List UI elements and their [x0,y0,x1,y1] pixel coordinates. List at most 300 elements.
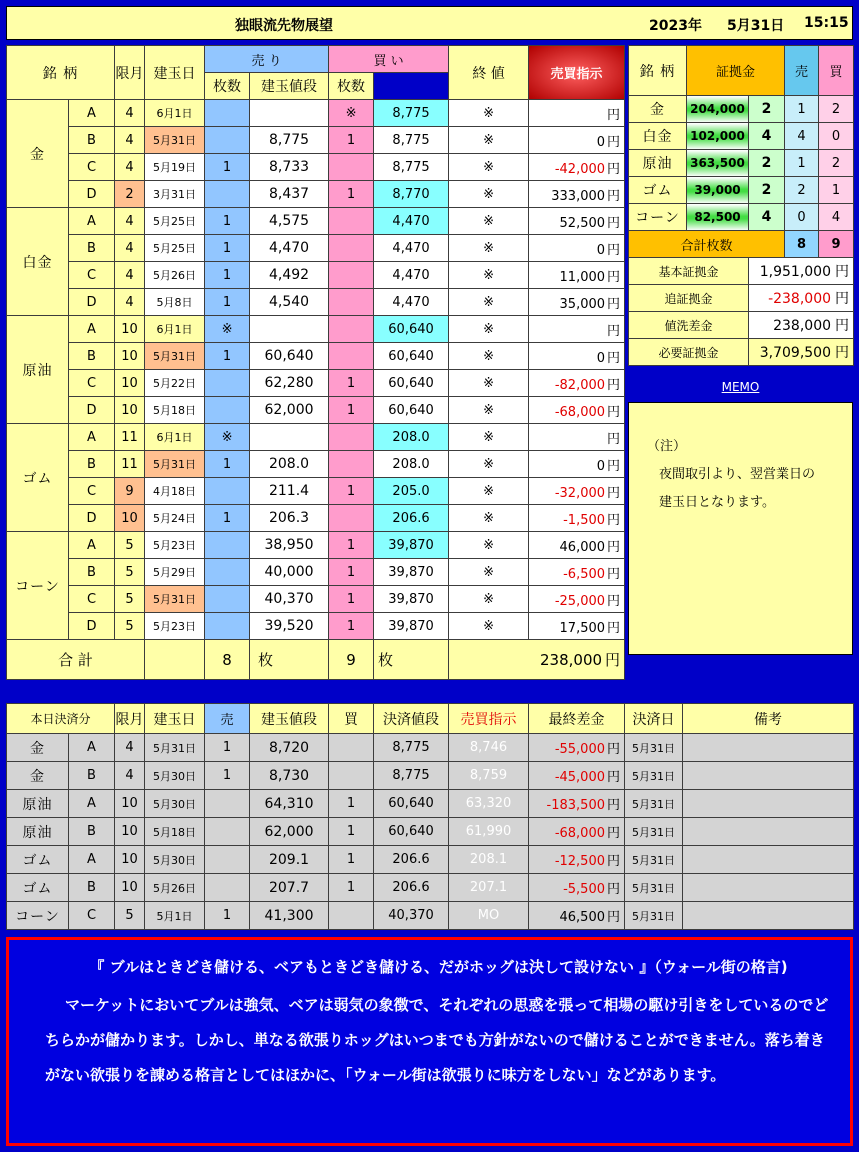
row-sell-qty: 1 [205,289,250,316]
settled-sell [205,818,250,846]
settled-header-month: 限月 [115,704,145,734]
settled-buy [329,762,374,790]
yen-unit: 円 [607,323,621,339]
settled-buy [329,734,374,762]
row-month: 5 [115,532,145,559]
margin-multiplier: 4 [749,123,785,150]
row-signal: ※ [449,154,529,181]
row-diff [529,262,625,289]
row-price: 38,950 [250,532,329,559]
yen-unit: 円 [835,264,850,280]
settled-date: 5月31日 [145,734,205,762]
row-sell-qty [205,559,250,586]
row-signal: ※ [449,343,529,370]
table-row [629,96,854,123]
diff-value: -32,000 [554,485,606,501]
total-diff [449,640,625,680]
row-close: 39,870 [374,586,449,613]
row-id: D [69,613,115,640]
settled-price: 8,730 [250,762,329,790]
settled-note [683,762,854,790]
commodity-name: コーン [7,532,69,640]
row-buy-qty [329,262,374,289]
settled-id: A [69,846,115,874]
row-id: A [69,316,115,343]
settled-header-note: 備考 [683,704,854,734]
row-buy-qty: 1 [329,586,374,613]
settled-table [6,703,854,930]
settled-price: 62,000 [250,818,329,846]
row-close: 205.0 [374,478,449,505]
margin-buy: 2 [819,150,854,177]
page-title: 独眼流先物展望 [235,18,333,34]
row-sell-qty [205,397,250,424]
table-row [7,586,625,613]
row-buy-qty: 1 [329,397,374,424]
row-close: 8,775 [374,154,449,181]
diff-value: -82,000 [554,377,606,393]
row-close: 60,640 [374,316,449,343]
row-month: 11 [115,451,145,478]
table-row [7,154,625,181]
settled-note [683,818,854,846]
row-date: 6月1日 [145,316,205,343]
row-signal: ※ [449,559,529,586]
settled-sell [205,874,250,902]
header-sell-count: 枚数 [205,73,250,100]
settled-header-name: 本日決済分 [7,704,115,734]
table-row [7,262,625,289]
total-buy-unit: 枚 [374,640,449,680]
settled-price: 8,720 [250,734,329,762]
row-buy-qty: 1 [329,127,374,154]
memo-link[interactable]: MEMO [721,380,760,394]
row-close: 4,470 [374,208,449,235]
yen-unit: 円 [607,296,621,312]
settled-date: 5月1日 [145,902,205,930]
row-signal: ※ [449,289,529,316]
settled-settle: 206.6 [374,846,449,874]
row-date: 5月24日 [145,505,205,532]
summary-amount: 238,000 [773,318,832,334]
table-row [629,204,854,231]
yen-unit: 円 [607,188,621,204]
header-year: 2023年 [649,18,702,34]
row-close: 39,870 [374,532,449,559]
settled-price: 64,310 [250,790,329,818]
row-month: 4 [115,208,145,235]
settled-note [683,790,854,818]
table-row [7,818,854,846]
margin-name: 白金 [629,123,687,150]
margin-value: 204,000 [687,96,749,123]
row-price: 208.0 [250,451,329,478]
margin-sell: 1 [785,150,819,177]
diff-value: 52,500 [559,215,606,231]
yen-unit: 円 [607,882,621,897]
settled-signal: 63,320 [449,790,529,818]
diff-value: 35,000 [559,296,606,312]
summary-value [749,258,854,285]
table-row [7,762,854,790]
settled-date: 5月18日 [145,818,205,846]
row-signal: ※ [449,181,529,208]
settled-price: 209.1 [250,846,329,874]
row-date: 5月19日 [145,154,205,181]
row-month: 4 [115,289,145,316]
row-close: 8,775 [374,100,449,127]
yen-unit: 円 [607,770,621,785]
yen-unit: 円 [607,826,621,841]
row-buy-qty [329,208,374,235]
yen-unit: 円 [607,431,621,447]
yen-unit: 円 [607,512,621,528]
row-date: 3月31日 [145,181,205,208]
margin-value: 363,500 [687,150,749,177]
table-row [7,532,625,559]
table-row [629,123,854,150]
header-sell: 売 り [205,46,329,73]
settled-month: 5 [115,902,145,930]
yen-unit: 円 [607,215,621,231]
margin-total-label: 合計枚数 [629,231,785,258]
header-signal: 売買指示 [529,46,625,100]
table-row [629,177,854,204]
summary-value [749,285,854,312]
row-date: 5月8日 [145,289,205,316]
final-amount: -5,500 [563,882,605,897]
settled-name: ゴム [7,874,69,902]
table-row [7,397,625,424]
settled-month: 4 [115,734,145,762]
settled-sdate: 5月31日 [625,874,683,902]
row-diff [529,208,625,235]
summary-amount: 3,709,500 [759,345,832,361]
quote-box [6,937,853,1146]
row-date: 4月18日 [145,478,205,505]
memo-box [628,402,853,655]
row-signal: ※ [449,208,529,235]
row-signal: ※ [449,613,529,640]
row-buy-qty: 1 [329,181,374,208]
yen-unit: 円 [835,318,850,334]
row-diff [529,424,625,451]
row-buy-qty [329,505,374,532]
row-date: 6月1日 [145,100,205,127]
row-buy-qty: 1 [329,370,374,397]
row-date: 5月23日 [145,613,205,640]
settled-id: A [69,734,115,762]
table-row [7,874,854,902]
table-row [7,505,625,532]
final-amount: 46,500 [559,910,605,925]
margin-sell: 1 [785,96,819,123]
settled-final [529,762,625,790]
row-date: 5月31日 [145,343,205,370]
diff-value: -68,000 [554,404,606,420]
final-amount: -55,000 [554,742,605,757]
row-id: B [69,343,115,370]
settled-sell: 1 [205,734,250,762]
settled-name: 金 [7,762,69,790]
margin-header-sell: 売 [785,46,819,96]
table-row [7,559,625,586]
positions-table [6,45,625,680]
row-price: 40,370 [250,586,329,613]
settled-buy: 1 [329,846,374,874]
row-close: 39,870 [374,559,449,586]
settled-buy: 1 [329,874,374,902]
margin-multiplier: 2 [749,150,785,177]
row-close: 208.0 [374,451,449,478]
row-sell-qty [205,370,250,397]
settled-final [529,734,625,762]
row-buy-qty: 1 [329,559,374,586]
row-month: 9 [115,478,145,505]
row-sell-qty: 1 [205,208,250,235]
diff-value: 0 [596,458,606,474]
summary-amount: -238,000 [768,291,832,307]
yen-unit: 円 [607,798,621,813]
row-id: C [69,586,115,613]
settled-signal: 207.1 [449,874,529,902]
yen-unit: 円 [607,350,621,366]
row-diff [529,559,625,586]
row-month: 4 [115,127,145,154]
row-month: 2 [115,181,145,208]
row-buy-qty [329,154,374,181]
row-buy-qty [329,424,374,451]
row-diff [529,370,625,397]
settled-id: B [69,762,115,790]
settled-sdate: 5月31日 [625,762,683,790]
row-month: 4 [115,262,145,289]
row-id: A [69,100,115,127]
row-id: C [69,154,115,181]
row-month: 10 [115,370,145,397]
settled-name: 原油 [7,818,69,846]
margin-header-name: 銘 柄 [629,46,687,96]
memo-note-line: 夜間取引より、翌営業日の [659,467,816,482]
summary-label: 必要証拠金 [629,339,749,366]
diff-value: 333,000 [551,188,606,204]
settled-sell: 1 [205,762,250,790]
diff-value: 11,000 [559,269,606,285]
header-month: 限月 [115,46,145,100]
row-signal: ※ [449,397,529,424]
settled-id: B [69,818,115,846]
yen-unit: 円 [835,291,850,307]
row-id: B [69,127,115,154]
row-buy-qty: ※ [329,100,374,127]
commodity-name: 白金 [7,208,69,316]
row-diff [529,586,625,613]
row-buy-qty [329,235,374,262]
margin-total-buy: 9 [819,231,854,258]
row-price: 211.4 [250,478,329,505]
settled-date: 5月30日 [145,846,205,874]
row-close: 8,770 [374,181,449,208]
row-date: 6月1日 [145,424,205,451]
settled-sell [205,790,250,818]
settled-header-buy: 買 [329,704,374,734]
diff-value: 0 [596,242,606,258]
settled-signal: 8,746 [449,734,529,762]
settled-month: 10 [115,874,145,902]
settled-signal: MO [449,902,529,930]
row-date: 5月18日 [145,397,205,424]
table-row [7,424,625,451]
settled-final [529,846,625,874]
final-amount: -183,500 [546,798,605,813]
margin-header-margin: 証拠金 [687,46,785,96]
settled-final [529,902,625,930]
settled-note [683,734,854,762]
total-buy: 9 [329,640,374,680]
settled-signal: 61,990 [449,818,529,846]
summary-label: 基本証拠金 [629,258,749,285]
row-sell-qty: 1 [205,235,250,262]
yen-unit: 円 [607,161,621,177]
final-amount: -12,500 [554,854,605,869]
row-diff [529,397,625,424]
row-id: D [69,181,115,208]
row-id: A [69,208,115,235]
table-row [7,100,625,127]
yen-unit: 円 [607,107,621,123]
row-sell-qty: 1 [205,451,250,478]
row-close: 208.0 [374,424,449,451]
row-date: 5月26日 [145,262,205,289]
settled-price: 41,300 [250,902,329,930]
margin-value: 102,000 [687,123,749,150]
yen-unit: 円 [607,269,621,285]
yen-unit: 円 [607,566,621,582]
commodity-name: 金 [7,100,69,208]
row-price: 8,733 [250,154,329,181]
yen-unit: 円 [607,242,621,258]
settled-settle: 60,640 [374,818,449,846]
settled-final [529,818,625,846]
row-signal: ※ [449,262,529,289]
settled-sdate: 5月31日 [625,818,683,846]
settled-final [529,790,625,818]
row-sell-qty [205,613,250,640]
row-month: 10 [115,343,145,370]
margin-table [628,45,854,366]
table-row [7,208,625,235]
settled-header-date: 建玉日 [145,704,205,734]
settled-month: 10 [115,790,145,818]
yen-unit: 円 [605,651,621,669]
row-diff [529,127,625,154]
settled-signal: 8,759 [449,762,529,790]
header-buy: 買 い [329,46,449,73]
row-sell-qty: 1 [205,505,250,532]
row-month: 5 [115,559,145,586]
settled-buy: 1 [329,790,374,818]
margin-buy: 0 [819,123,854,150]
row-id: B [69,559,115,586]
quote-title: 『 ブルはときどき儲ける、ベアもときどき儲ける、だがホッグは決して設けない 』（ウォール街の格言) [89,958,788,976]
table-row [7,478,625,505]
row-month: 5 [115,613,145,640]
margin-multiplier: 2 [749,177,785,204]
total-label: 合 計 [7,640,145,680]
yen-unit: 円 [607,485,621,501]
margin-value: 39,000 [687,177,749,204]
margin-header-buy: 買 [819,46,854,96]
settled-price: 207.7 [250,874,329,902]
row-id: D [69,397,115,424]
row-price: 60,640 [250,343,329,370]
memo-note-line: 建玉日となります。 [659,495,775,510]
row-close: 60,640 [374,370,449,397]
yen-unit: 円 [607,742,621,757]
row-sell-qty: ※ [205,316,250,343]
diff-value: 17,500 [559,620,606,636]
table-row [7,451,625,478]
settled-sdate: 5月31日 [625,734,683,762]
row-sell-qty [205,532,250,559]
table-row [7,343,625,370]
row-id: C [69,370,115,397]
row-month: 10 [115,397,145,424]
row-diff [529,613,625,640]
settled-header-signal: 売買指示 [449,704,529,734]
table-row [7,613,625,640]
row-date: 5月25日 [145,208,205,235]
row-close: 4,470 [374,235,449,262]
settled-id: C [69,902,115,930]
table-row [7,289,625,316]
row-price: 4,470 [250,235,329,262]
yen-unit: 円 [835,345,850,361]
row-id: A [69,532,115,559]
row-id: A [69,424,115,451]
row-price: 4,492 [250,262,329,289]
settled-name: ゴム [7,846,69,874]
row-id: B [69,451,115,478]
table-row [7,370,625,397]
row-close: 8,775 [374,127,449,154]
settled-note [683,874,854,902]
header-price: 建玉値段 [250,73,329,100]
settled-name: コーン [7,902,69,930]
row-buy-qty: 1 [329,532,374,559]
row-price: 62,000 [250,397,329,424]
settled-sell [205,846,250,874]
row-close: 39,870 [374,613,449,640]
row-signal: ※ [449,424,529,451]
margin-sell: 0 [785,204,819,231]
settled-settle: 206.6 [374,874,449,902]
row-month: 4 [115,154,145,181]
final-amount: -68,000 [554,826,605,841]
row-month: 4 [115,100,145,127]
row-buy-qty [329,451,374,478]
settled-header-sell: 売 [205,704,250,734]
row-close: 4,470 [374,289,449,316]
margin-buy: 2 [819,96,854,123]
yen-unit: 円 [607,620,621,636]
table-row [7,846,854,874]
row-price: 4,540 [250,289,329,316]
header-date: 5月31日 [727,18,785,34]
header-buy-count: 枚数 [329,73,374,100]
title-bar [6,6,853,40]
table-row [7,181,625,208]
